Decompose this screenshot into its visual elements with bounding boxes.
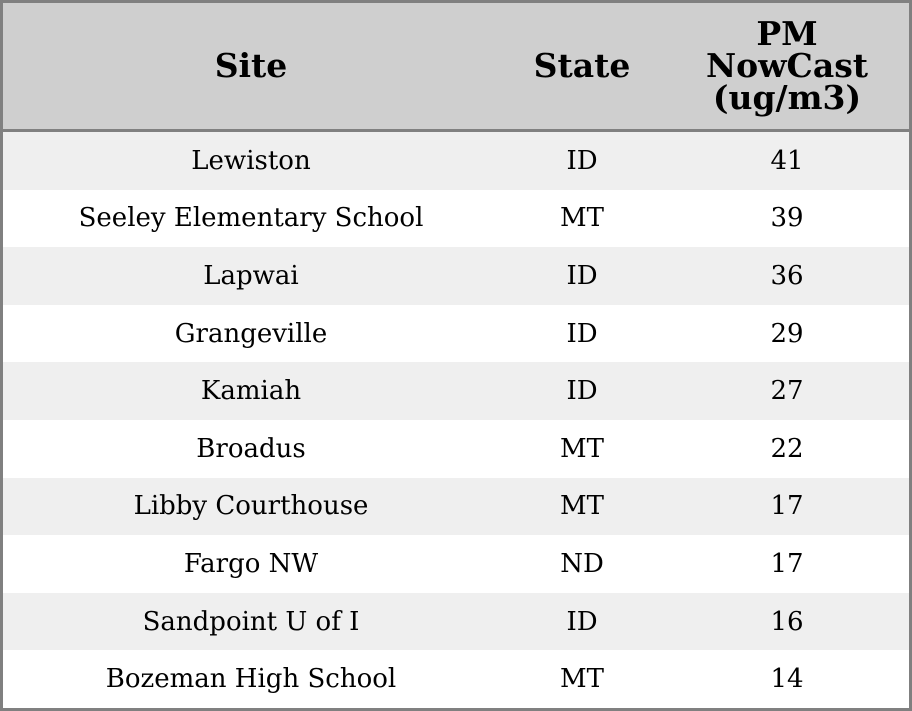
table-body [3, 132, 909, 708]
pm-value-cell: 41 [770, 145, 804, 176]
site-cell: Broadus [196, 433, 306, 464]
table-row [3, 247, 909, 305]
table-row [3, 305, 909, 363]
header-state: State [533, 46, 631, 85]
state-cell: ID [566, 318, 598, 349]
table-row [3, 478, 909, 536]
pm-value-cell: 36 [770, 260, 804, 291]
state-cell: ND [560, 548, 604, 579]
state-cell: MT [560, 664, 604, 695]
state-cell: MT [560, 491, 604, 522]
state-cell: ID [566, 145, 598, 176]
pm-value-cell: 39 [770, 203, 804, 234]
site-cell: Seeley Elementary School [78, 203, 424, 234]
table-row [3, 362, 909, 420]
pm-value-cell: 17 [770, 491, 804, 522]
table-row [3, 650, 909, 708]
site-cell: Libby Courthouse [133, 491, 369, 522]
state-cell: ID [566, 606, 598, 637]
state-cell: MT [560, 203, 604, 234]
table-row [3, 420, 909, 478]
site-cell: Sandpoint U of I [142, 606, 360, 637]
site-cell: Lapwai [203, 260, 299, 291]
pm-value-cell: 29 [770, 318, 804, 349]
pm-value-cell: 22 [770, 433, 804, 464]
state-cell: MT [560, 433, 604, 464]
site-cell: Grangeville [174, 318, 328, 349]
header-site: Site [214, 46, 288, 85]
table-row [3, 535, 909, 593]
table-header [3, 3, 909, 132]
table-row [3, 190, 909, 248]
site-cell: Bozeman High School [105, 664, 397, 695]
header-pm-nowcast: PM NowCast (ug/m3) [705, 14, 869, 117]
pm-value-cell: 16 [770, 606, 804, 637]
table-row [3, 132, 909, 190]
state-cell: ID [566, 260, 598, 291]
state-cell: ID [566, 376, 598, 407]
table-row [3, 593, 909, 651]
site-cell: Lewiston [191, 145, 311, 176]
site-cell: Kamiah [200, 376, 302, 407]
pm-value-cell: 14 [770, 664, 804, 695]
pm-value-cell: 17 [770, 548, 804, 579]
site-cell: Fargo NW [183, 548, 319, 579]
pm-value-cell: 27 [770, 376, 804, 407]
